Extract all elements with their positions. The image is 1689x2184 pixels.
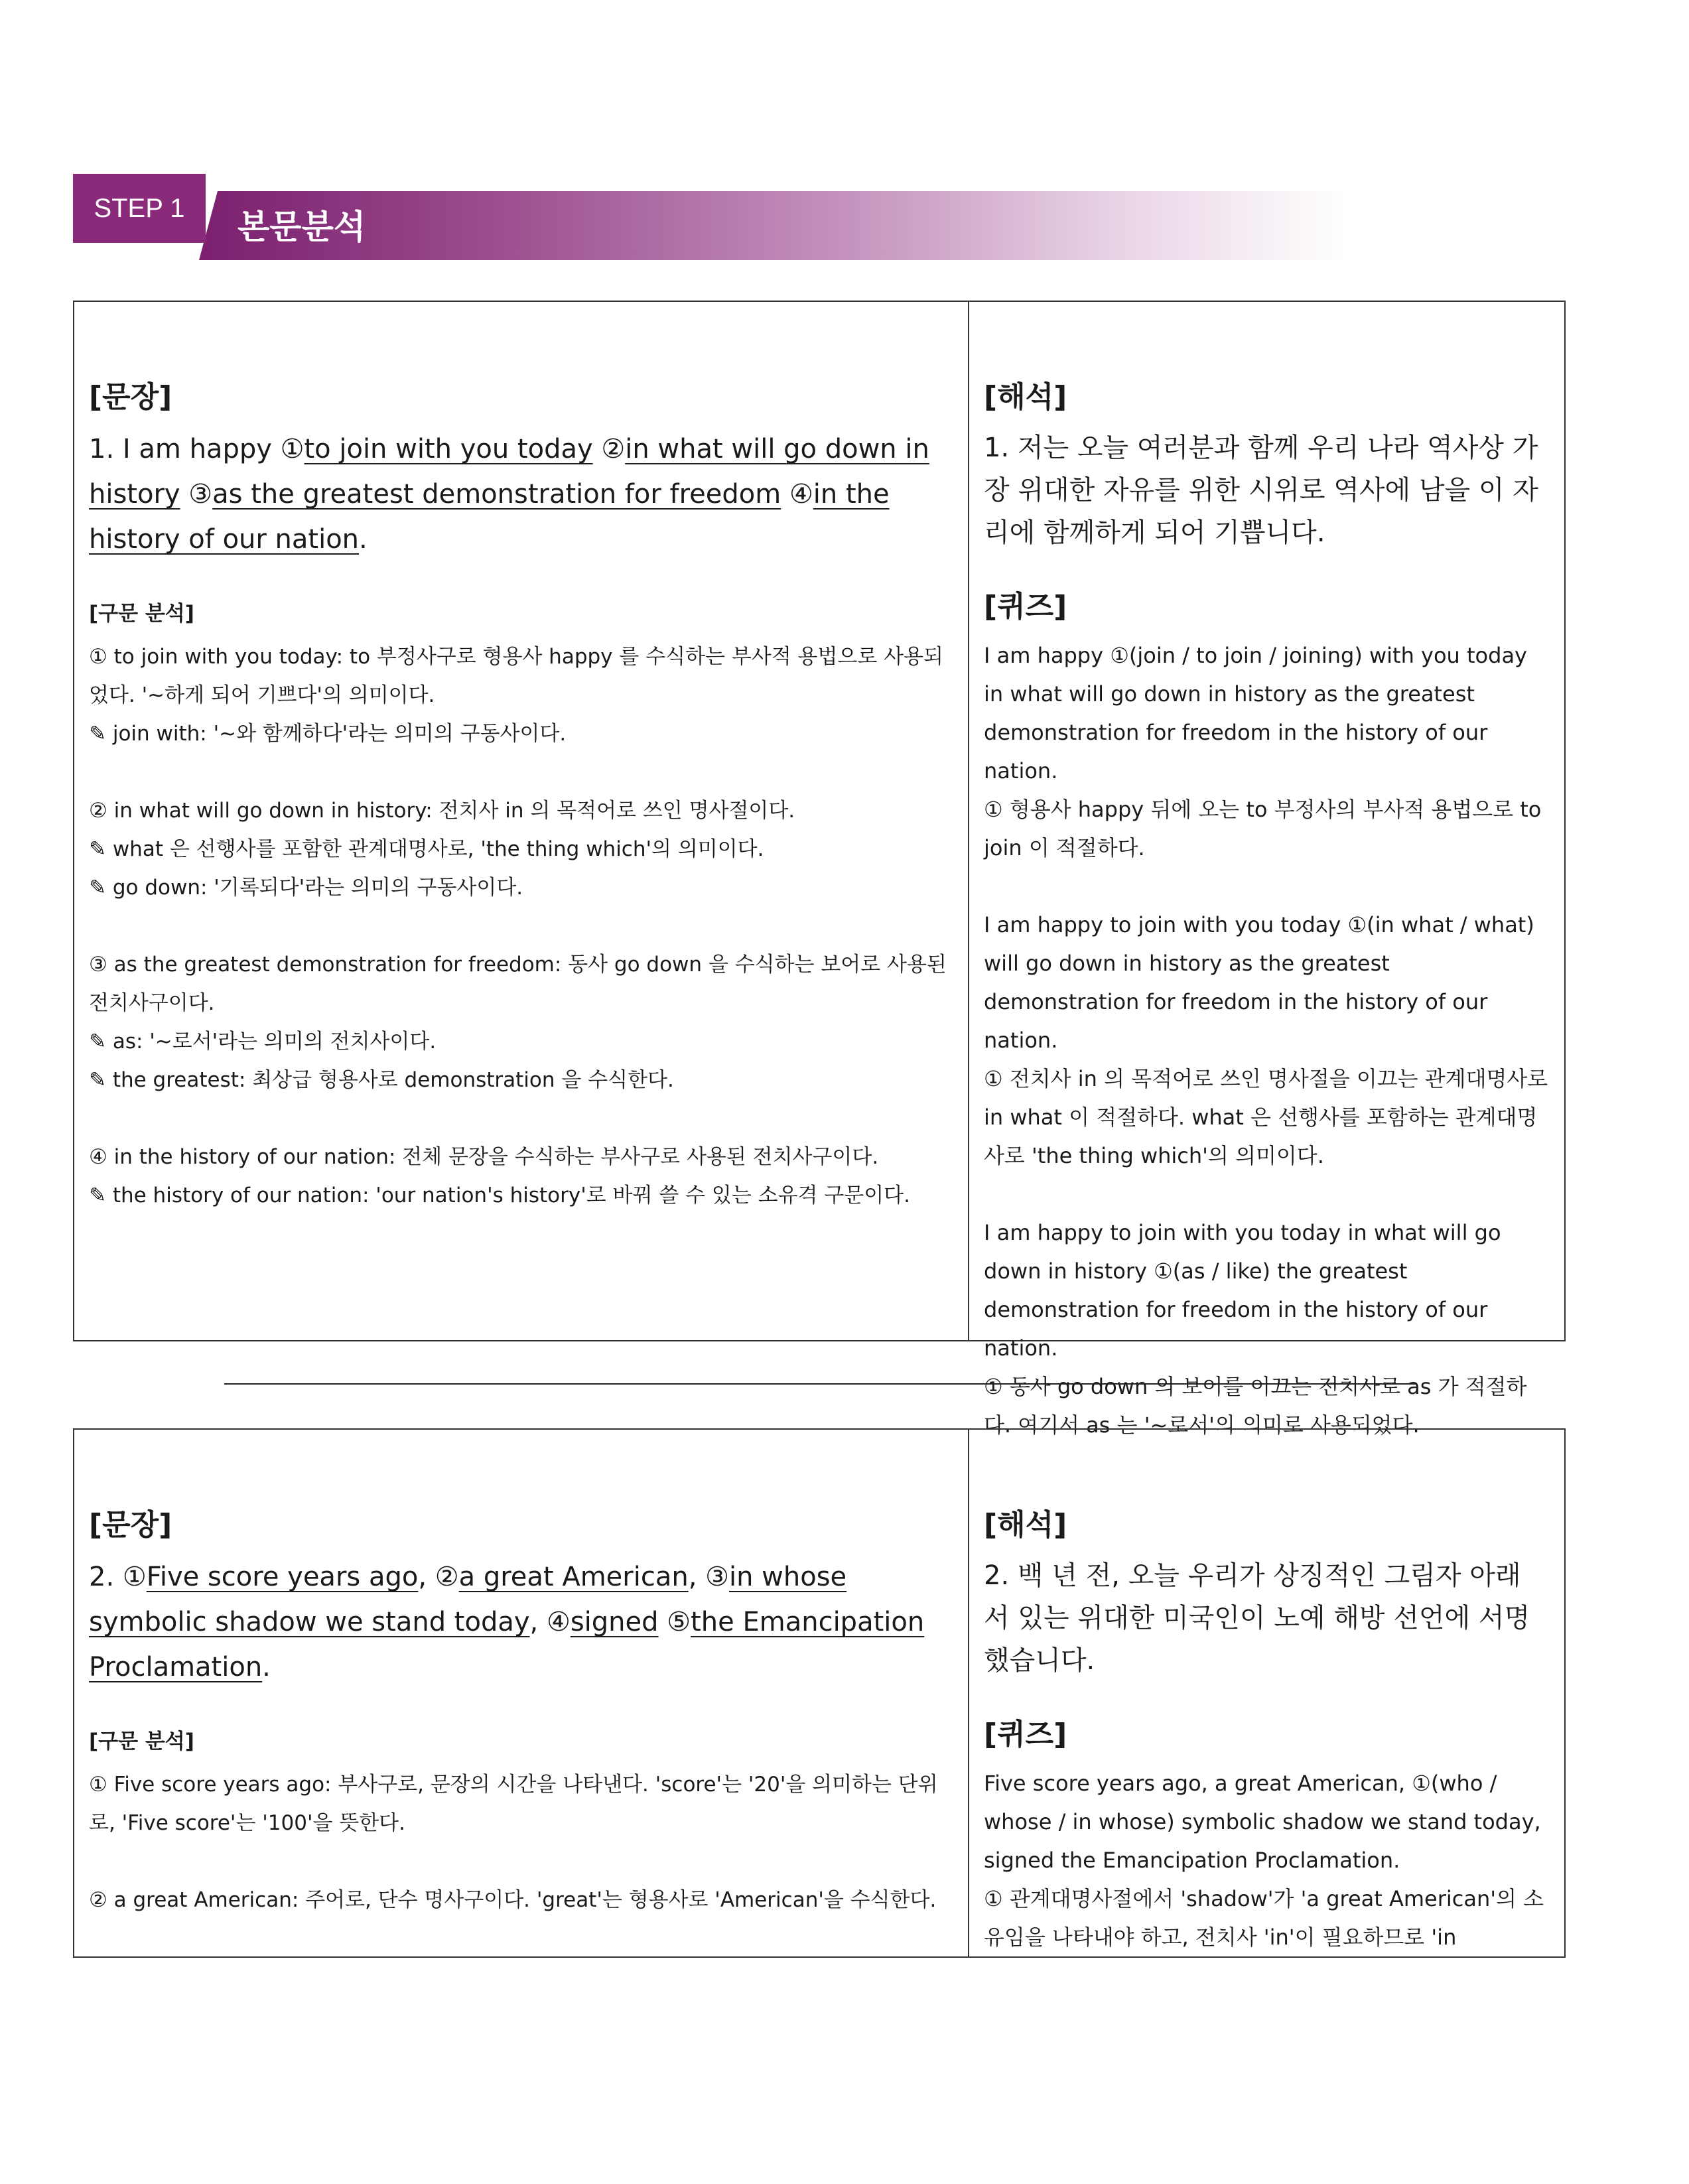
space — [659, 1607, 667, 1637]
comma: , — [529, 1607, 547, 1637]
translation-text: 1. 저는 오늘 여러분과 함께 우리 나라 역사상 가장 위대한 자유를 위한 시위로 역사에 남을 이 자리에 함께하게 되어 기쁩니다. — [984, 433, 1538, 548]
quiz-question: I am happy to join with you today ①(in what / what) will go down in history as the greatest demonstration for freedom in the history of our nation. — [984, 912, 1534, 1053]
translation-text: 2. 백 년 전, 오늘 우리가 상징적인 그림자 아래 서 있는 위대한 미국인이 노예 해방 선언에 서명했습니다. — [984, 1560, 1530, 1676]
analysis-note: ✎ the greatest: 최상급 형용사로 demonstration 을 수식한다. — [89, 1068, 674, 1092]
space — [180, 479, 189, 510]
step-badge — [73, 174, 206, 243]
period: . — [262, 1652, 271, 1682]
spacer — [89, 1099, 957, 1138]
sentence-fragment: 1. I am happy — [89, 434, 281, 464]
phrase-1: to join with you today — [304, 434, 593, 464]
analysis-note: ✎ the history of our nation: 'our nation's history'로 바꿔 쓸 수 있는 소유격 구문이다. — [89, 1184, 910, 1207]
analysis-line: ③ as the greatest demonstration for freedom: 동사 go down 을 수식하는 보어로 사용된 전치사구이다. — [89, 953, 947, 1015]
space — [781, 479, 789, 510]
sentence-fragment: 2. — [89, 1562, 123, 1592]
spacer — [984, 867, 1551, 906]
quiz-heading: [퀴즈] — [984, 1718, 1067, 1751]
quiz-question: I am happy to join with you today in what will go down in history ①(as / like) the greatest demonstration for freedom in the history of our nation. — [984, 1220, 1501, 1361]
section-title-bar — [199, 191, 1347, 260]
analysis-line: ② a great American: 주어로, 단수 명사구이다. 'great'는 형용사로 'American'을 수식한다. — [89, 1888, 937, 1912]
marker-4: ④ — [546, 1607, 571, 1637]
sentence-heading: [문장] — [89, 1508, 172, 1542]
marker-2: ② — [435, 1562, 459, 1592]
spacer — [984, 1175, 1551, 1213]
phrase-5: the Emancipation Proclamation — [89, 1607, 925, 1682]
quiz-question: I am happy ①(join / to join / joining) with you today in what will go down in history as the greatest demonstration for freedom in the history of our nation. — [984, 643, 1527, 784]
analysis-note: ✎ as: '~로서'라는 의미의 전치사이다. — [89, 1030, 437, 1054]
analysis-heading: [구문 분석] — [89, 602, 194, 626]
phrase-4: in the history of our nation — [89, 479, 890, 555]
marker-3: ③ — [188, 479, 213, 510]
sentence-column — [74, 302, 968, 1340]
translation-heading: [해석] — [984, 1508, 1067, 1542]
marker-1: ① — [280, 434, 304, 464]
marker-1: ① — [122, 1562, 147, 1592]
comma: , — [418, 1562, 435, 1592]
sentence-text — [89, 1554, 957, 1690]
sentence-column — [74, 1430, 968, 1956]
sentence-heading: [문장] — [89, 380, 172, 414]
comma: , — [688, 1562, 706, 1592]
phrase-3: as the greatest demonstration for freedom — [212, 479, 781, 510]
phrase-3: in whose symbolic shadow we stand today — [89, 1562, 847, 1637]
translation-column — [969, 302, 1564, 1438]
analysis-box-2 — [73, 1428, 1566, 1958]
sentence-text — [89, 427, 957, 562]
analysis-note: ✎ join with: '~와 함께하다'라는 의미의 구동사이다. — [89, 722, 567, 746]
quiz-answer: ① 관계대명사절에서 'shadow'가 'a great American'의 소유임을 나타내야 하고, 전치사 'in'이 필요하므로 'in — [984, 1886, 1544, 1950]
analysis-heading: [구문 분석] — [89, 1730, 194, 1753]
spacer — [89, 907, 957, 945]
analysis-note: ✎ go down: '기록되다'라는 의미의 구동사이다. — [89, 876, 523, 900]
translation-column — [969, 1430, 1564, 1956]
quiz-answer: ① 전치사 in 의 목적어로 쓰인 명사절을 이끄는 관계대명사로 in what 이 적절하다. what 은 선행사를 포함하는 관계대명사로 'the thing which'의 의미이다. — [984, 1066, 1548, 1168]
phrase-2: a great American — [458, 1562, 689, 1592]
marker-2: ② — [601, 434, 626, 464]
analysis-line: ④ in the history of our nation: 전체 문장을 수식하는 부사구로 사용된 전치사구이다. — [89, 1145, 879, 1169]
analysis-line: ① Five score years ago: 부사구로, 문장의 시간을 나타낸다. 'score'는 '20'을 의미하는 단위로, 'Five score'는 '100'을 뜻한다. — [89, 1773, 938, 1835]
quiz-heading: [퀴즈] — [984, 590, 1067, 624]
marker-3: ③ — [705, 1562, 729, 1592]
phrase-1: Five score years ago — [146, 1562, 419, 1592]
translation-heading: [해석] — [984, 380, 1067, 414]
space — [593, 434, 602, 464]
separator-line — [224, 1383, 1416, 1385]
quiz-answer: ① 형용사 happy 뒤에 오는 to 부정사의 부사적 용법으로 to join 이 적절하다. — [984, 797, 1542, 860]
phrase-4: signed — [570, 1607, 659, 1637]
phrase-2: in what will go down in history — [89, 434, 929, 510]
spacer — [89, 1842, 957, 1881]
analysis-line: ② in what will go down in history: 전치사 in 의 목적어로 쓰인 명사절이다. — [89, 799, 795, 823]
marker-4: ④ — [789, 479, 813, 510]
analysis-box-1 — [73, 301, 1566, 1438]
analysis-note: ✎ what 은 선행사를 포함한 관계대명사로, 'the thing which'의 의미이다. — [89, 837, 764, 861]
section-title: 본문분석 — [237, 208, 366, 246]
period: . — [359, 524, 368, 555]
step-label: STEP 1 — [94, 193, 185, 223]
spacer — [89, 753, 957, 791]
quiz-answer: ① 동사 go down 의 보어를 이끄는 전치사로 as 가 적절하다. 여기서 as 는 '~로서'의 의미로 사용되었다. — [984, 1374, 1527, 1438]
analysis-line: ① to join with you today: to 부정사구로 형용사 happy 를 수식하는 부사적 용법으로 사용되었다. '~하게 되어 기쁘다'의 의미이다. — [89, 645, 943, 707]
marker-5: ⑤ — [667, 1607, 691, 1637]
quiz-question: Five score years ago, a great American, ①(who / whose / in whose) symbolic shadow we stand today, signed the Emancipation Proclamation. — [984, 1771, 1541, 1873]
